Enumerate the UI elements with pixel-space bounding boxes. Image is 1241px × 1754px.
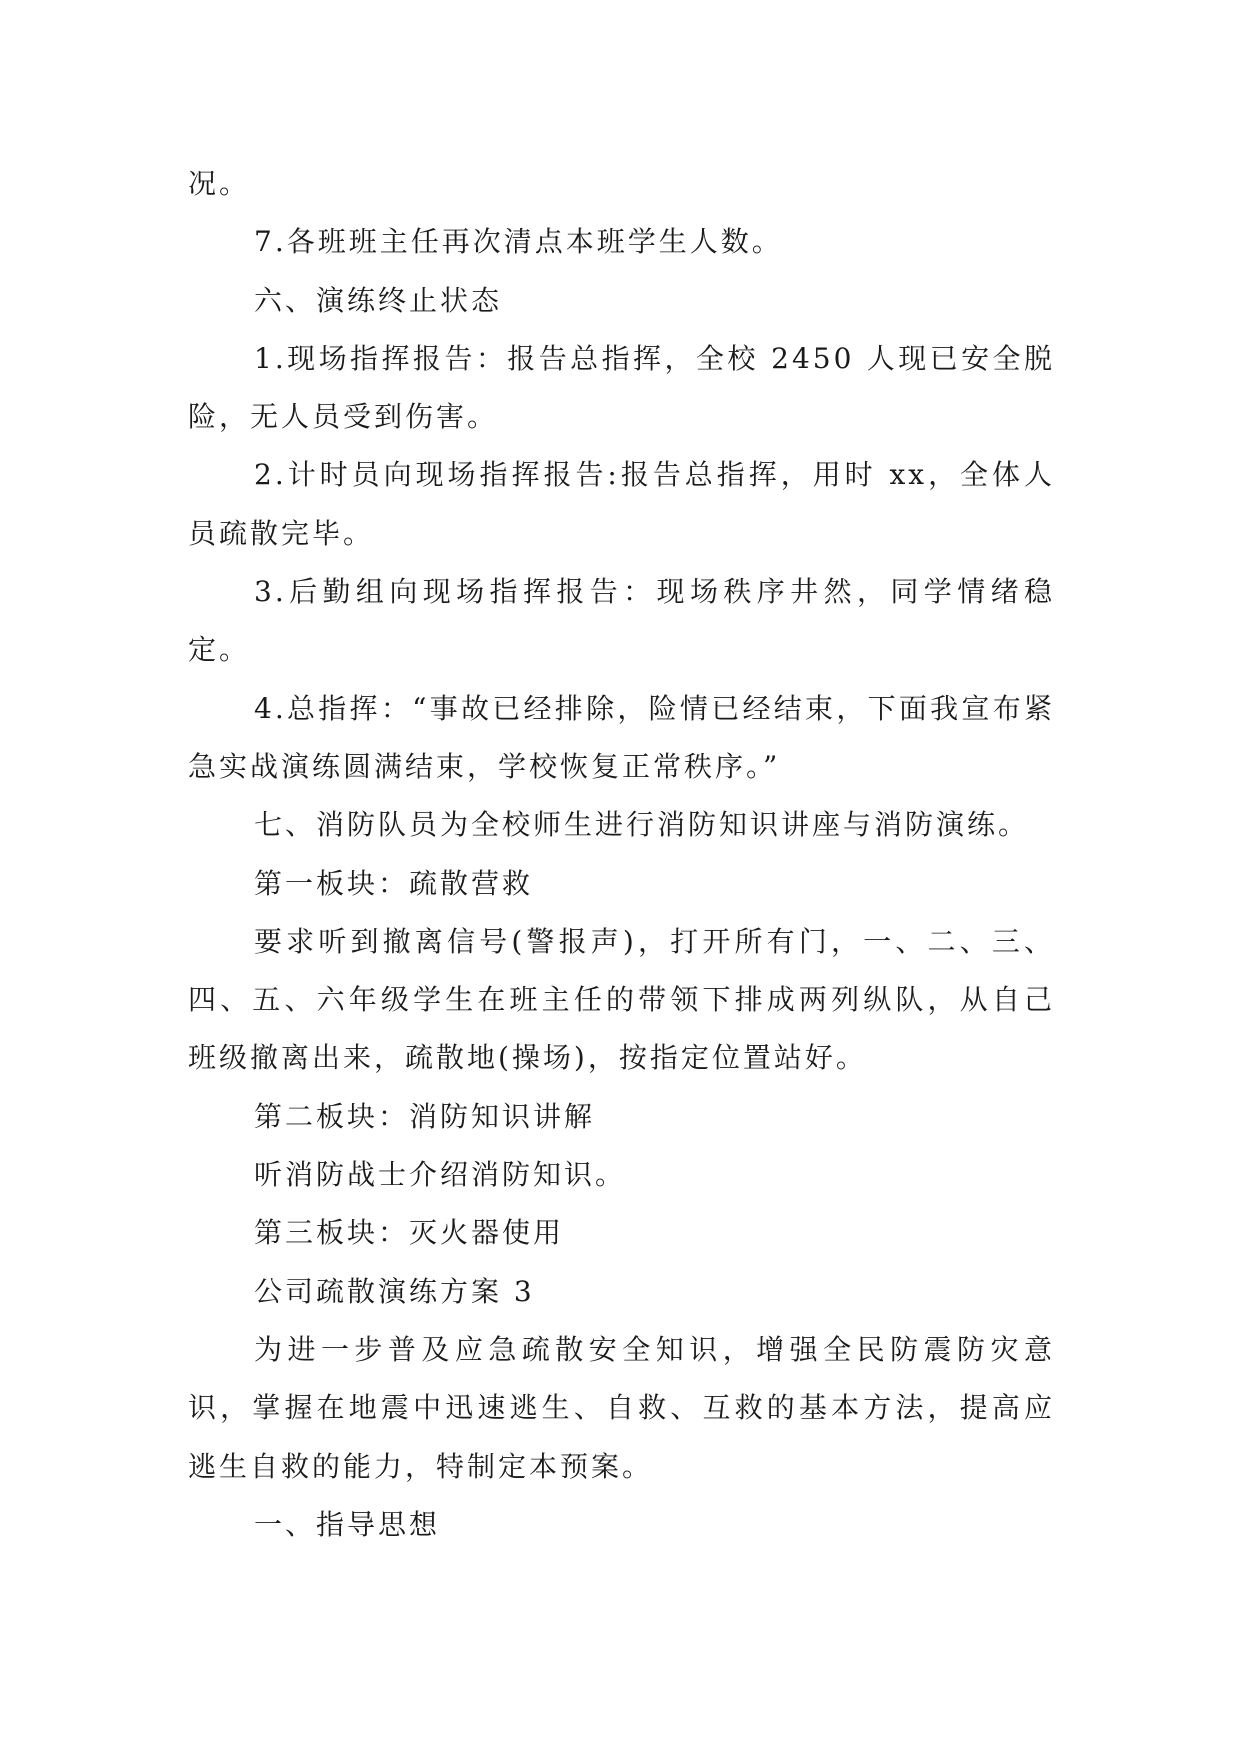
section-heading: 六、演练终止状态 [254,283,503,317]
paragraph: 4.总指挥：“事故已经排除，险情已经结束，下面我宣布紧急实战演练圆满结束，学校恢复正常秩序。” [188,691,1055,783]
document-body [188,155,1055,1554]
subsection-heading: 第三板块：灭火器使用 [254,1216,565,1250]
paragraph: 1.现场指挥报告：报告总指挥，全校 2450 人现已安全脱险，无人员受到伤害。 [188,341,1055,434]
subsection-heading: 第一板块：疏散营救 [254,866,534,900]
subsection-heading: 第二板块：消防知识讲解 [254,1099,596,1133]
paragraph: 7.各班班主任再次清点本班学生人数。 [254,225,783,259]
paragraph: 要求听到撤离信号(警报声)，打开所有门，一、二、三、四、五、六年级学生在班主任的带领下排成两列纵队，从自己班级撤离出来，疏散地(操场)，按指定位置站好。 [188,924,1055,1075]
document-title: 公司疏散演练方案 3 [254,1274,535,1308]
paragraph: 听消防战士介绍消防知识。 [254,1158,627,1192]
paragraph: 3.后勤组向现场指挥报告：现场秩序井然，同学情绪稳定。 [188,575,1055,667]
section-heading: 七、消防队员为全校师生进行消防知识讲座与消防演练。 [254,808,1030,842]
paragraph: 况。 [188,167,251,200]
paragraph: 为进一步普及应急疏散安全知识，增强全民防震防灾意识，掌握在地震中迅速逃生、自救、互救的基本方法，提高应逃生自救的能力，特制定本预案。 [188,1332,1055,1483]
paragraph: 2.计时员向现场指挥报告:报告总指挥，用时 xx，全体人员疏散完毕。 [188,458,1055,550]
section-heading: 一、指导思想 [254,1507,441,1541]
